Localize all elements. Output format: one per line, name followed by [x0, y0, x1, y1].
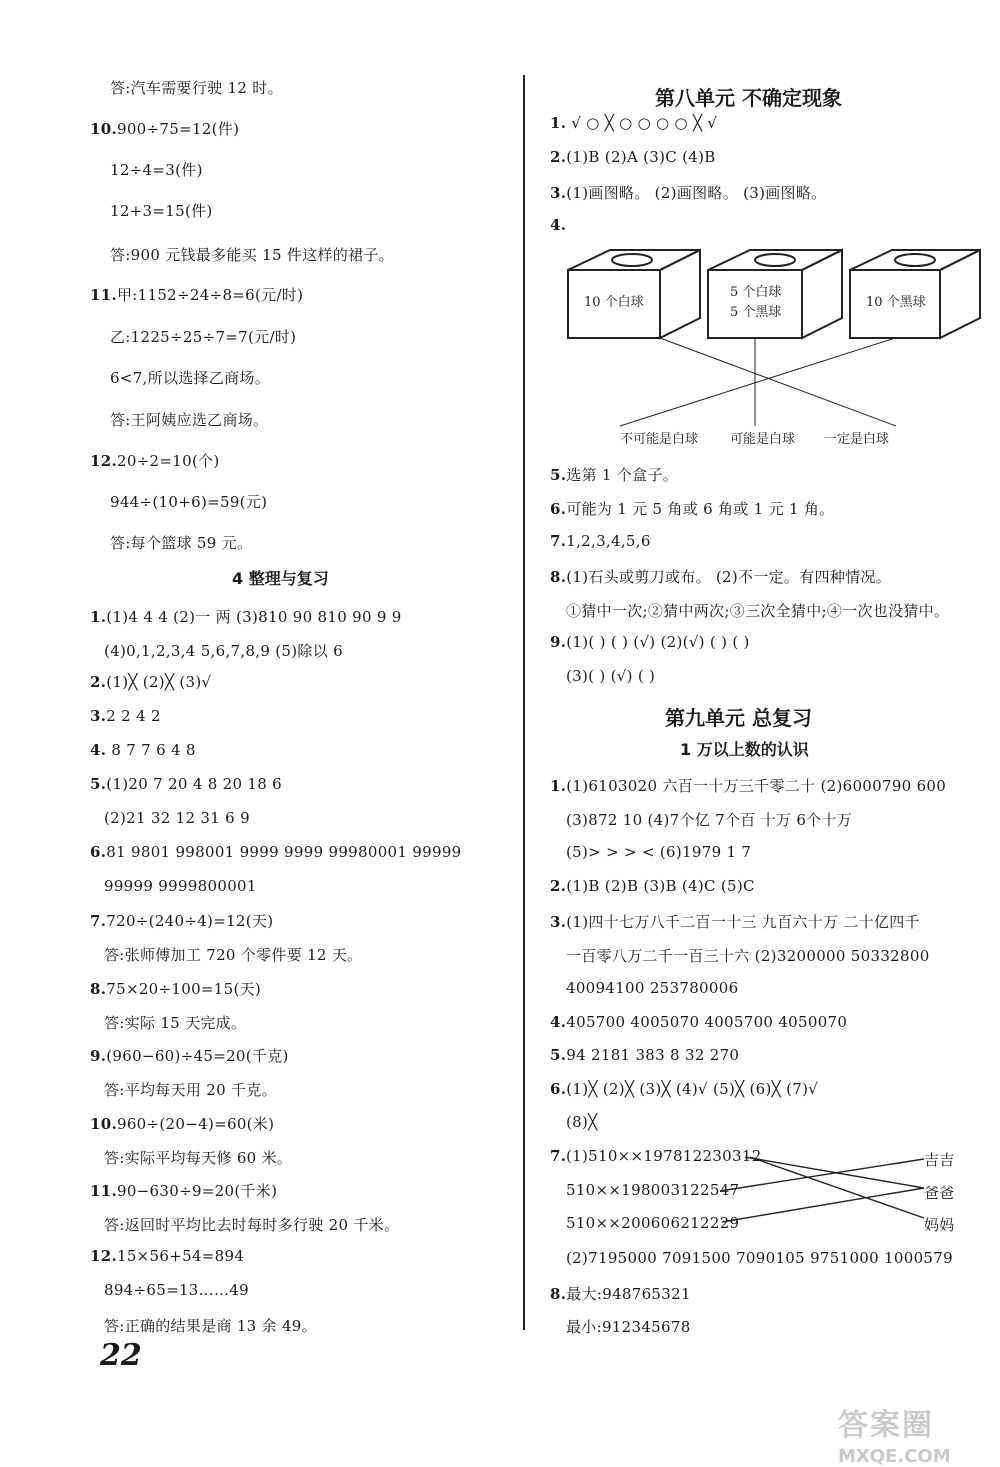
- question-number: 11.: [90, 286, 117, 304]
- answer-text: (1)画图略。 (2)画图略。 (3)画图略。: [566, 184, 827, 202]
- answer-line: [550, 911, 920, 932]
- answer-line: [90, 284, 303, 305]
- answer-text: (2)7195000 7091500 7090105 9751000 1000579: [566, 1249, 953, 1267]
- question-number: 9.: [90, 1047, 107, 1065]
- answer-line: [110, 200, 213, 221]
- outcome-certain: 一定是白球: [824, 432, 890, 447]
- answer-line: [550, 877, 755, 895]
- question-number: 2.: [90, 673, 107, 691]
- answer-text: (3)872 10 (4)7个亿 7个百 十万 6个十万: [566, 811, 853, 829]
- answer-text: 900÷75=12(件): [117, 120, 240, 138]
- answer-line: [104, 640, 343, 661]
- answer-line: [566, 600, 949, 621]
- answer-line: [90, 741, 196, 759]
- answer-text: 最小:912345678: [566, 1318, 691, 1336]
- question-number: 1.: [550, 114, 567, 132]
- answer-text: 20÷2=10(个): [117, 452, 220, 470]
- answer-line: [110, 367, 270, 388]
- answer-text: 15×56+54=894: [117, 1247, 245, 1265]
- answer-text: 答:汽车需要行驶 12 时。: [110, 79, 283, 97]
- answer-line: [90, 843, 462, 861]
- answer-text: (1)( ) ( ) (√) (2)(√) ( ) ( ): [566, 633, 750, 651]
- answer-text: (1)B (2)A (3)C (4)B: [566, 148, 716, 166]
- answer-line: [110, 409, 268, 430]
- answer-text: (4)0,1,2,3,4 5,6,7,8,9 (5)除以 6: [104, 642, 343, 660]
- unit-9-title: 第九单元 总复习: [665, 706, 812, 730]
- answer-line: [110, 491, 267, 512]
- answer-text: (960−60)÷45=20(千克): [106, 1047, 289, 1065]
- answer-text: (1)╳ (2)╳ (3)√: [106, 673, 212, 691]
- answer-text: (8)╳: [566, 1113, 598, 1131]
- question-number: 8.: [550, 1285, 567, 1303]
- match-line-3: [722, 1188, 924, 1222]
- box-2-label-2: 5 个黑球: [730, 305, 782, 320]
- section-heading-review: 4 整理与复习: [232, 569, 329, 588]
- answer-text: 960÷(20−4)=60(米): [117, 1115, 275, 1133]
- answer-text: (1)石头或剪刀或布。 (2)不一定。有四种情况。: [566, 568, 892, 586]
- question-number: 12.: [90, 1247, 117, 1265]
- answer-text: 答:实际 15 天完成。: [104, 1014, 247, 1032]
- match-lines: [700, 1150, 930, 1230]
- answer-text: 选第 1 个盒子。: [566, 466, 679, 484]
- question-number: 2.: [550, 877, 567, 895]
- question-number: 1.: [550, 777, 567, 795]
- answer-text: 405700 4005070 4005700 4050070: [566, 1013, 848, 1031]
- answer-text: 答:返回时平均比去时每时多行驶 20 千米。: [104, 1216, 400, 1234]
- answer-line: [90, 1113, 274, 1134]
- answer-text: (1)四十七万八千二百一十三 九百六十万 二十亿四千: [566, 913, 920, 931]
- answer-line: [90, 606, 402, 627]
- answer-line: [550, 566, 891, 587]
- answer-line: [550, 464, 678, 485]
- answer-text: 81 9801 998001 9999 9999 99980001 99999: [106, 843, 462, 861]
- match-line-4: [750, 1157, 924, 1218]
- answer-line: [566, 667, 655, 685]
- question-number: 3.: [550, 913, 567, 931]
- answer-line: [90, 775, 282, 793]
- answer-line: [566, 945, 930, 966]
- answer-text: ①猜中一次;②猜中两次;③三次全猜中;④一次也没猜中。: [566, 602, 950, 620]
- question-number: 7.: [550, 532, 567, 550]
- answer-line: [566, 1249, 953, 1267]
- answer-text: 答:实际平均每天修 60 米。: [104, 1149, 293, 1167]
- person-1: 吉吉: [924, 1151, 955, 1169]
- answer-text: 12+3=15(件): [110, 202, 213, 220]
- watermark-line-2: MXQE.COM: [838, 1446, 951, 1467]
- question-number: 3.: [90, 707, 107, 725]
- column-divider: [523, 75, 525, 1330]
- answer-line: [104, 1012, 246, 1033]
- answer-line: [90, 910, 273, 931]
- id-2: 510××198003122547: [566, 1181, 740, 1199]
- answer-line: [550, 1046, 739, 1064]
- answer-line: [90, 1247, 244, 1265]
- answer-line: [90, 673, 211, 691]
- question-number: 9.: [550, 633, 567, 651]
- answer-line: [566, 1316, 691, 1337]
- answer-text: 2 2 4 2: [106, 707, 161, 725]
- answer-line: [566, 809, 852, 830]
- page-number: 22: [100, 1338, 142, 1373]
- question-number: 2.: [550, 148, 567, 166]
- question-number: 4.: [550, 1013, 567, 1031]
- answer-text: 75×20÷100=15(天): [106, 980, 262, 998]
- answer-text: √ ○ ╳ ○ ○ ○ ○ ╳ √: [566, 114, 718, 132]
- person-3: 妈妈: [924, 1216, 955, 1234]
- question-number: 4.: [90, 741, 107, 759]
- box-1: [568, 250, 700, 338]
- answer-text: 可能为 1 元 5 角或 6 角或 1 元 1 角。: [566, 500, 835, 518]
- answer-text: (1)20 7 20 4 8 20 18 6: [106, 775, 283, 793]
- answer-line: [90, 1045, 289, 1066]
- answer-line: [550, 775, 946, 796]
- unit-9-subtitle: 1 万以上数的认识: [680, 740, 809, 759]
- question-number: 6.: [550, 500, 567, 518]
- question-number: 5.: [550, 1046, 567, 1064]
- answer-text: 12÷4=3(件): [110, 161, 203, 179]
- answer-text: 答:正确的结果是商 13 余 49。: [104, 1317, 317, 1335]
- answer-line: [104, 1281, 249, 1299]
- q7-number: 7.: [550, 1147, 567, 1165]
- answer-text: 720÷(240÷4)=12(天): [106, 912, 274, 930]
- question-number: 3.: [550, 184, 567, 202]
- answer-text: 乙:1225÷25÷7=7(元/时): [110, 328, 297, 346]
- answer-text: (3)( ) (√) ( ): [566, 667, 656, 685]
- answer-line: [110, 532, 252, 553]
- question-number: 8.: [90, 980, 107, 998]
- box-2-label-1: 5 个白球: [730, 285, 782, 300]
- answer-line: [110, 77, 283, 98]
- id-1: (1)510××197812230312: [566, 1147, 762, 1165]
- match-line-c: [620, 338, 895, 426]
- question-number: 12.: [90, 452, 117, 470]
- answer-line: [90, 707, 161, 725]
- answer-text: 一百零八万二千一百三十六 (2)3200000 50332800: [566, 947, 930, 965]
- answer-line: [550, 1013, 847, 1031]
- watermark-line-1: 答案圈: [838, 1408, 934, 1443]
- answer-line: [566, 1113, 597, 1131]
- answer-text: 8 7 7 6 4 8: [106, 741, 196, 759]
- answer-line: [104, 1147, 292, 1168]
- outcome-impossible: 不可能是白球: [620, 432, 699, 447]
- watermark: [838, 1400, 951, 1467]
- answer-line: [104, 944, 362, 965]
- outcome-possible: 可能是白球: [730, 432, 796, 447]
- question-number: 10.: [90, 120, 117, 138]
- answer-text: 94 2181 383 8 32 270: [566, 1046, 740, 1064]
- answer-text: (5)> > > < (6)1979 1 7: [566, 843, 752, 861]
- answer-line: [110, 244, 394, 265]
- answer-line: [550, 148, 716, 166]
- answer-text: 答:张师傅加工 720 个零件要 12 天。: [104, 946, 363, 964]
- box-1-label: 10 个白球: [584, 295, 644, 310]
- answer-line: [550, 114, 717, 132]
- question-number: 5.: [90, 775, 107, 793]
- question-number: 6.: [90, 843, 107, 861]
- answer-line: [90, 118, 239, 139]
- answer-line: [550, 1080, 818, 1098]
- answer-line: [110, 159, 203, 180]
- answer-text: 894÷65=13……49: [104, 1281, 249, 1299]
- answer-text: 99999 9999800001: [104, 877, 257, 895]
- answer-text: 甲:1152÷24÷8=6(元/时): [117, 286, 304, 304]
- answer-text: 944÷(10+6)=59(元): [110, 493, 268, 511]
- box-diagram: [560, 248, 990, 453]
- question-number: 1.: [90, 608, 107, 626]
- answer-text: 最大:948765321: [566, 1285, 691, 1303]
- answer-line: [550, 633, 750, 651]
- box-3: [850, 250, 980, 338]
- answer-line: [104, 1079, 277, 1100]
- answer-text: 答:王阿姨应选乙商场。: [110, 411, 269, 429]
- answer-line: [566, 843, 751, 861]
- box-3-label: 10 个黑球: [866, 295, 926, 310]
- answer-line: [550, 532, 651, 550]
- match-line-2: [720, 1159, 924, 1191]
- match-line-a: [660, 338, 896, 426]
- answer-line: [566, 979, 738, 997]
- answer-line: [90, 450, 220, 471]
- answer-line: [110, 326, 296, 347]
- person-2: 爸爸: [924, 1184, 955, 1202]
- answer-line: [104, 877, 257, 895]
- answer-text: 答:每个篮球 59 元。: [110, 534, 253, 552]
- question-number: 8.: [550, 568, 567, 586]
- question-number: 7.: [90, 912, 107, 930]
- answer-line: [104, 1214, 399, 1235]
- answer-text: 6<7,所以选择乙商场。: [110, 369, 271, 387]
- answer-line: [550, 216, 566, 234]
- question-number: 11.: [90, 1182, 117, 1200]
- answer-text: (2)21 32 12 31 6 9: [104, 809, 250, 827]
- answer-line: [104, 1315, 317, 1336]
- answer-text: 1,2,3,4,5,6: [566, 532, 651, 550]
- answer-line: [90, 1180, 277, 1201]
- answer-text: (1)╳ (2)╳ (3)╳ (4)√ (5)╳ (6)╳ (7)√: [566, 1080, 819, 1098]
- answer-line: [550, 182, 826, 203]
- answer-text: (1)B (2)B (3)B (4)C (5)C: [566, 877, 755, 895]
- question-number: 5.: [550, 466, 567, 484]
- id-3: 510××200606212229: [566, 1214, 740, 1232]
- answer-line: [90, 978, 261, 999]
- answer-line: [550, 1283, 691, 1304]
- answer-text: 40094100 253780006: [566, 979, 739, 997]
- question-number: 6.: [550, 1080, 567, 1098]
- question-number: 4.: [550, 216, 567, 234]
- unit-8-title: 第八单元 不确定现象: [655, 86, 842, 110]
- answer-text: (1)4 4 4 (2)一 两 (3)810 90 810 90 9 9: [106, 608, 402, 626]
- answer-text: (1)6103020 六百一十万三千零二十 (2)6000790 600: [566, 777, 947, 795]
- answer-text: 90−630÷9=20(千米): [117, 1182, 278, 1200]
- answer-line: [550, 498, 834, 519]
- answer-text: 答:平均每天用 20 千克。: [104, 1081, 277, 1099]
- question-number: 10.: [90, 1115, 117, 1133]
- answer-line: [104, 809, 250, 827]
- answer-text: 答:900 元钱最多能买 15 件这样的裙子。: [110, 246, 394, 264]
